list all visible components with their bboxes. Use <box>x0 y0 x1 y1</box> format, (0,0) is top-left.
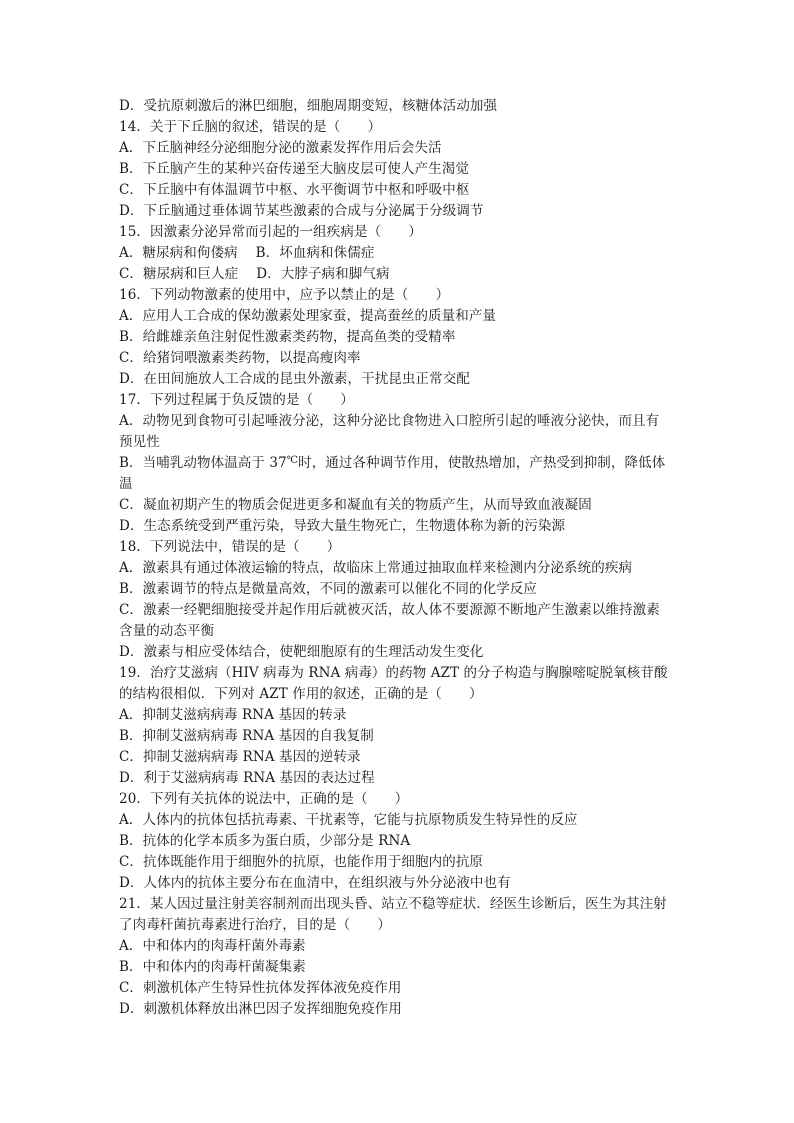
q14-option-a: A．下丘脑神经分泌细胞分泌的激素发挥作用后会失活 <box>119 140 442 156</box>
q14-option-d: D．下丘脑通过垂体调节某些激素的合成与分泌属于分级调节 <box>119 203 484 219</box>
q13-option-d: D．受抗原刺激后的淋巴细胞，细胞周期变短，核糖体活动加强 <box>119 98 498 114</box>
q17-option-d: D．生态系统受到严重污染，导致大量生物死亡，生物遗体称为新的污染源 <box>119 518 566 534</box>
q21-option-c: C．刺激机体产生特异性抗体发挥体液免疫作用 <box>119 980 402 996</box>
q18-stem: 18．下列说法中，错误的是（ ） <box>119 539 341 555</box>
q17-option-c: C．凝血初期产生的物质会促进更多和凝血有关的物质产生，从而导致血液凝固 <box>119 497 592 513</box>
q19-stem-line1: 19．治疗艾滋病（HIV 病毒为 RNA 病毒）的药物 AZT 的分子构造与胸腺嘧啶脱氧核苷酸 <box>119 665 668 681</box>
q15-options-ab: A．糖尿病和佝偻病 B．坏血病和侏儒症 <box>119 245 375 261</box>
q16-option-d: D．在田间施放人工合成的昆虫外激素，干扰昆虫正常交配 <box>119 371 470 387</box>
q14-stem: 14．关于下丘脑的叙述，错误的是（ ） <box>119 119 382 135</box>
q17-option-a-line2: 预见性 <box>119 434 160 450</box>
q21-stem-line2: 了肉毒杆菌抗毒素进行治疗，目的是（ ） <box>119 917 391 933</box>
q17-option-b-post: 时，通过各种调节作用，使散热增加，产热受到抑制，降低体 <box>298 455 666 471</box>
q20-option-d: D．人体内的抗体主要分布在血清中，在组织液与外分泌液中也有 <box>119 875 511 891</box>
q20-option-b: B．抗体的化学本质多为蛋白质，少部分是 RNA <box>119 833 411 849</box>
q21-option-b: B．中和体内的肉毒杆菌凝集素 <box>119 959 306 975</box>
q21-option-a: A．中和体内的肉毒杆菌外毒素 <box>119 938 306 954</box>
q18-option-b: B．激素调节的特点是微量高效，不同的激素可以催化不同的化学反应 <box>119 581 538 597</box>
q19-option-a: A．抑制艾滋病病毒 RNA 基因的转录 <box>119 707 347 723</box>
q17-stem: 17．下列过程属于负反馈的是（ ） <box>119 392 354 408</box>
q15-options-cd: C．糖尿病和巨人症 D．大脖子病和脚气病 <box>119 266 390 282</box>
q19-option-d: D．利于艾滋病病毒 RNA 基因的表达过程 <box>119 770 375 786</box>
q16-stem: 16．下列动物激素的使用中，应予以禁止的是（ ） <box>119 287 450 303</box>
exam-page <box>119 96 681 1020</box>
q19-stem-line2: 的结构很相似．下列对 AZT 作用的叙述，正确的是（ ） <box>119 686 483 702</box>
q17-option-b-pre: B．当哺乳动物体温高于 37 <box>119 455 287 471</box>
q19-option-b: B．抑制艾滋病病毒 RNA 基因的自我复制 <box>119 728 374 744</box>
q18-option-a: A．激素具有通过体液运输的特点，故临床上常通过抽取血样来检测内分泌系统的疾病 <box>119 560 633 576</box>
q18-option-d: D．激素与相应受体结合，使靶细胞原有的生理活动发生变化 <box>119 644 484 660</box>
q21-option-d: D．刺激机体释放出淋巴因子发挥细胞免疫作用 <box>119 1001 402 1017</box>
q19-option-c: C．抑制艾滋病病毒 RNA 基因的逆转录 <box>119 749 361 765</box>
q14-option-b: B．下丘脑产生的某种兴奋传递至大脑皮层可使人产生渴觉 <box>119 161 470 177</box>
q16-option-c: C．给猪饲喂激素类药物，以提高瘦肉率 <box>119 350 361 366</box>
q16-option-b: B．给雌雄亲鱼注射促性激素类药物，提高鱼类的受精率 <box>119 329 456 345</box>
q17-option-b-line2: 温 <box>119 476 133 492</box>
degree-celsius-symbol: ℃ <box>286 455 299 466</box>
q20-option-c: C．抗体既能作用于细胞外的抗原，也能作用于细胞内的抗原 <box>119 854 484 870</box>
q18-option-c-line1: C．激素一经靶细胞接受并起作用后就被灭活，故人体不要源源不断地产生激素以维持激素 <box>119 602 660 618</box>
q16-option-a: A．应用人工合成的保幼激素处理家蚕，提高蚕丝的质量和产量 <box>119 308 497 324</box>
q14-option-c: C．下丘脑中有体温调节中枢、水平衡调节中枢和呼吸中枢 <box>119 182 470 198</box>
q17-option-b-line1 <box>119 453 681 474</box>
q15-stem: 15．因激素分泌异常而引起的一组疾病是（ ） <box>119 224 422 240</box>
q17-option-a-line1: A．动物见到食物可引起唾液分泌，这种分泌比食物进入口腔所引起的唾液分泌快，而且有 <box>119 413 660 429</box>
q21-stem-line1: 21．某人因过量注射美容制剂而出现头昏、站立不稳等症状．经医生诊断后，医生为其注射 <box>119 896 667 912</box>
q20-option-a: A．人体内的抗体包括抗毒素、干扰素等，它能与抗原物质发生特异性的反应 <box>119 812 578 828</box>
q18-option-c-line2: 含量的动态平衡 <box>119 623 215 639</box>
q20-stem: 20．下列有关抗体的说法中，正确的是（ ） <box>119 791 409 807</box>
